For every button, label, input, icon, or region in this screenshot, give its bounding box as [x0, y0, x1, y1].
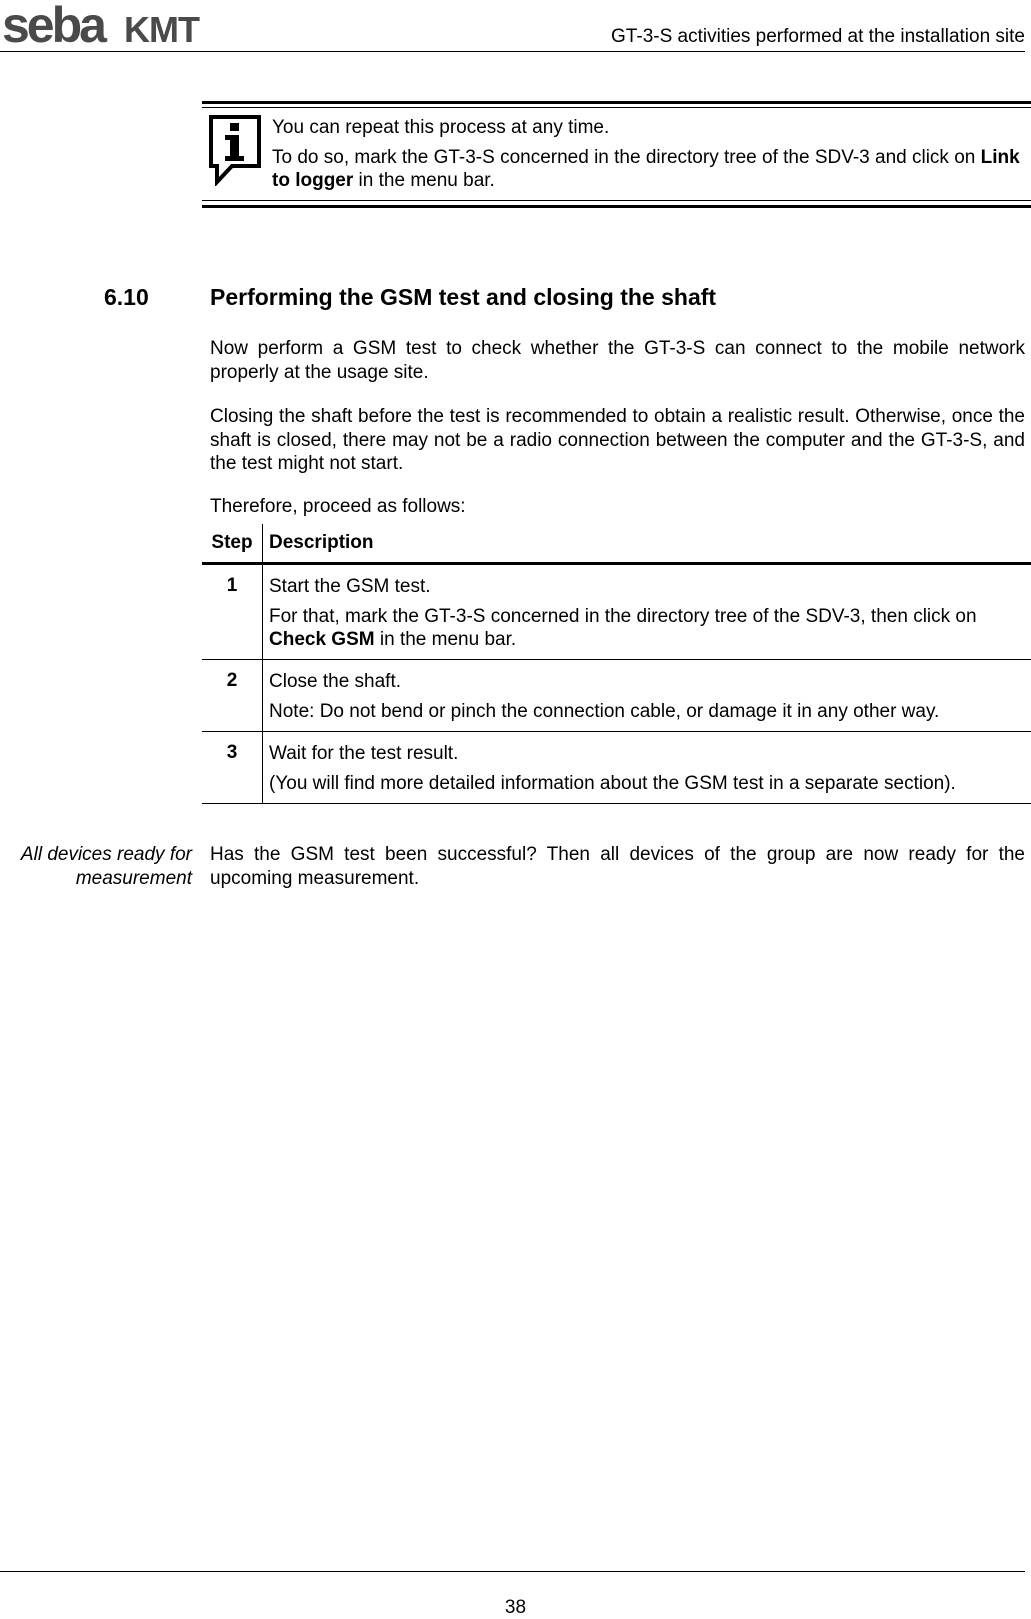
note-text [272, 116, 1024, 199]
step-number: 3 [202, 732, 263, 804]
paragraph-proceed: Therefore, proceed as follows: [210, 495, 1025, 519]
note-line-2 [272, 146, 1024, 192]
header-title: GT-3-S activities performed at the installation site [611, 26, 1025, 48]
note-bottom-rule-thin [202, 200, 1031, 201]
step-detail [269, 605, 1025, 651]
note-top-rule [202, 101, 1031, 104]
step-detail-start: For that, mark the GT-3-S concerned in the directory tree of the SDV-3, then click on [269, 606, 977, 627]
note-line-2-end: in the menu bar. [353, 170, 495, 191]
section-number: 6.10 [104, 284, 149, 311]
section-title: Performing the GSM test and closing the shaft [210, 284, 716, 311]
step-number: 2 [202, 660, 263, 732]
step-detail: Note: Do not bend or pinch the connection cable, or damage it in any other way. [269, 700, 1025, 723]
paragraph-gsm-test: Now perform a GSM test to check whether the GT-3-S can connect to the mobile network properly at the usage site. [210, 337, 1025, 384]
check-gsm-label: Check GSM [269, 629, 375, 650]
table-row [202, 564, 1031, 660]
step-line: Wait for the test result. [269, 742, 1025, 765]
step-description [263, 564, 1031, 660]
step-line: Close the shaft. [269, 670, 1025, 693]
table-header-row [202, 524, 1031, 564]
table-row [202, 660, 1031, 732]
paragraph-ready: Has the GSM test been successful? Then all devices of the group are now ready for the upcoming measurement. [210, 843, 1025, 890]
page-header [0, 0, 1031, 54]
link-to-logger-label: Link to logger [272, 147, 1020, 191]
info-icon [208, 114, 262, 186]
svg-text:seba: seba [2, 4, 108, 48]
footer-divider [0, 1571, 1025, 1572]
header-divider [0, 51, 1025, 52]
note-line-2-start: To do so, mark the GT-3-S concerned in the directory tree of the SDV-3 and click on [272, 147, 981, 168]
margin-note: All devices ready for measurement [0, 843, 192, 890]
step-description [263, 660, 1031, 732]
step-line: Start the GSM test. [269, 575, 1025, 598]
svg-text:KMT: KMT [124, 9, 200, 48]
step-number: 1 [202, 564, 263, 660]
note-top-rule-thin [202, 107, 1031, 108]
note-bottom-rule [202, 205, 1031, 208]
steps-table [202, 524, 1031, 804]
step-detail-end: in the menu bar. [375, 629, 517, 650]
column-header-description: Description [263, 524, 1031, 564]
paragraph-closing-shaft: Closing the shaft before the test is recommended to obtain a realistic result. Otherwise, once the shaft is closed, there may not be a radio connection between the computer and the GT-3-S, and the test might not start. [210, 405, 1025, 476]
page-number: 38 [0, 1597, 1031, 1619]
column-header-step: Step [202, 524, 263, 564]
sebakmt-logo [2, 4, 227, 48]
note-line-1: You can repeat this process at any time. [272, 116, 1024, 139]
step-detail: (You will find more detailed information about the GSM test in a separate section). [269, 772, 1025, 795]
table-row [202, 732, 1031, 804]
step-description [263, 732, 1031, 804]
